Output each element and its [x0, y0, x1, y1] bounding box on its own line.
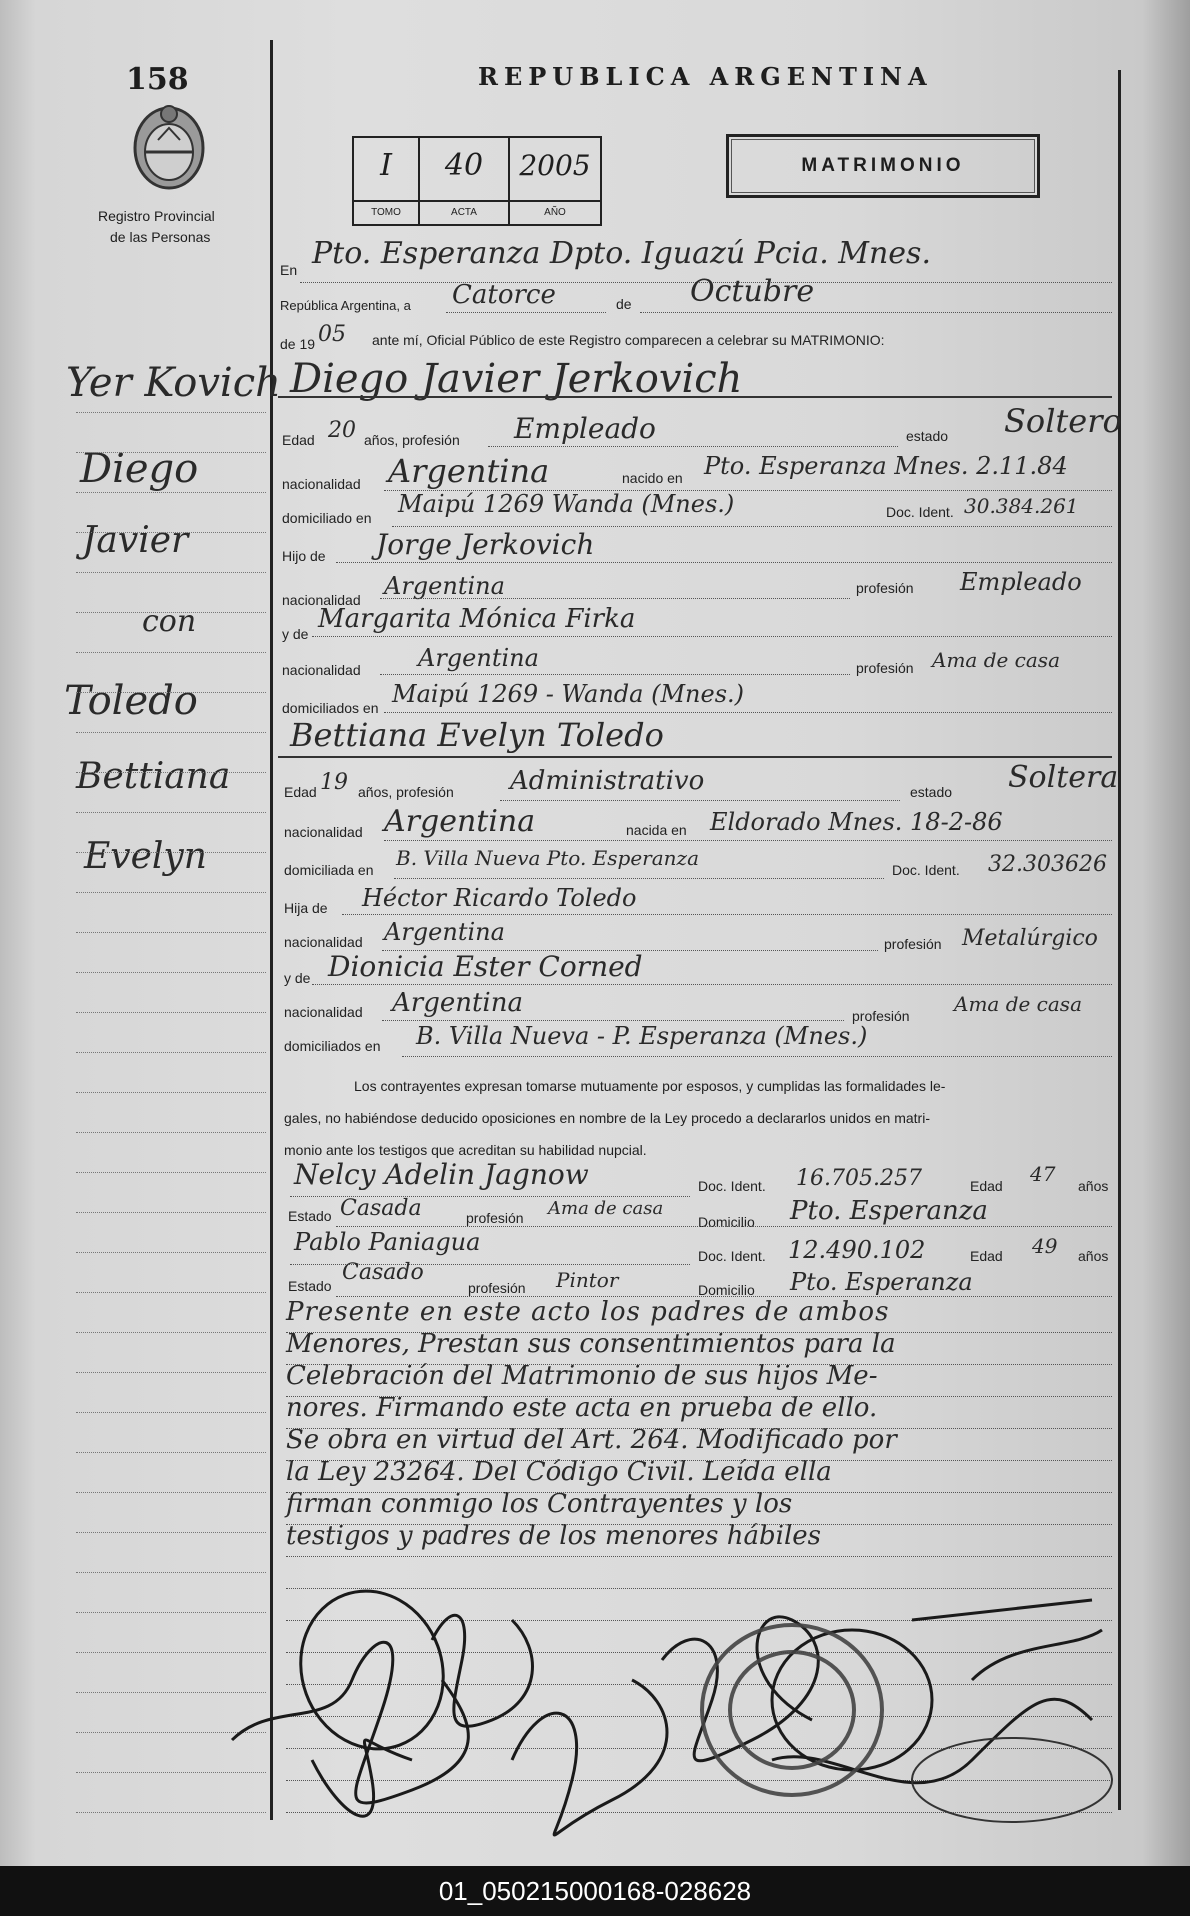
margin-ruled-line — [76, 1452, 266, 1453]
bride-nacionalidad: Argentina — [384, 804, 536, 839]
groom-mother-prof-label: profesión — [856, 660, 914, 676]
groom-nacido: Pto. Esperanza Mnes. 2.11.84 — [704, 452, 1068, 480]
note-line-6: la Ley 23264. Del Código Civil. Leída ella — [286, 1457, 832, 1487]
bride-profesion: Administrativo — [510, 766, 705, 796]
margin-note-surname2: Toledo — [64, 678, 198, 724]
groom-profesion: Empleado — [514, 412, 656, 445]
notes-ruled-line — [286, 1492, 1112, 1493]
margin-ruled-line — [76, 532, 266, 533]
witness2-edad: 49 — [1032, 1234, 1058, 1258]
tomo-label: TOMO — [354, 200, 418, 224]
margin-ruled-line — [76, 1492, 266, 1493]
day-value: Catorce — [452, 280, 556, 310]
bride-father-prof: Metalúrgico — [962, 926, 1098, 951]
witness2-dom-label: Domicilio — [698, 1282, 755, 1298]
witness1-doc: 16.705.257 — [796, 1166, 922, 1191]
bride-dom-line — [394, 878, 884, 879]
groom-profesion-line — [488, 446, 898, 447]
groom-estado: Soltero — [1004, 402, 1122, 440]
bride-profesion-label: años, profesión — [358, 784, 454, 800]
groom-estado-label: estado — [906, 428, 949, 444]
groom-name: Diego Javier Jerkovich — [290, 356, 743, 402]
bride-father: Héctor Ricardo Toledo — [362, 884, 637, 912]
witness1-domicilio: Pto. Esperanza — [790, 1196, 988, 1226]
note-line-4: nores. Firmando este acta en prueba de ello. — [286, 1393, 878, 1423]
month-value: Octubre — [690, 274, 815, 309]
groom-nacionalidad: Argentina — [388, 452, 550, 490]
bride-doc: 32.303626 — [988, 852, 1107, 877]
year-prefix: de 19 — [280, 336, 316, 352]
witness2-doc-label: Doc. Ident. — [698, 1248, 766, 1264]
witness2-doc: 12.490.102 — [788, 1236, 926, 1264]
notes-ruled-line — [286, 1428, 1112, 1429]
bride-doc-label: Doc. Ident. — [892, 862, 960, 878]
official-stamp — [702, 1625, 882, 1795]
witness1-edad-label: Edad — [970, 1178, 1003, 1194]
bride-estado: Soltera — [1008, 760, 1119, 795]
bride-nacida: Eldorado Mnes. 18-2-86 — [710, 808, 1003, 836]
margin-ruled-line — [76, 892, 266, 893]
signatures-area — [212, 1560, 1122, 1850]
handwritten-notes — [286, 1296, 1116, 1552]
witness1-estado: Casada — [340, 1196, 422, 1221]
signature-3 — [662, 1600, 1102, 1783]
margin-ruled-line — [76, 1132, 266, 1133]
groom-mother-prof: Ama de casa — [932, 648, 1060, 672]
margin-note-surname: Yer Kovich — [66, 360, 281, 406]
groom-dom-line — [392, 526, 1112, 527]
witness1-anos: años — [1078, 1178, 1109, 1194]
groom-profesion-label: años, profesión — [364, 432, 460, 448]
witness2-profesion: Pintor — [556, 1268, 619, 1292]
margin-ruled-line — [76, 932, 266, 933]
groom-dom-label: domiciliado en — [282, 510, 372, 526]
margin-ruled-line — [76, 1092, 266, 1093]
declaration-line-1: Los contrayentes expresan tomarse mutuamente por esposos, y cumplidas las formalidades le- — [354, 1078, 946, 1094]
witness1-prof-label: profesión — [466, 1210, 524, 1226]
bride-nacida-label: nacida en — [626, 822, 687, 838]
bride-name: Bettiana Evelyn Toledo — [290, 716, 664, 754]
bride-mother-label: y de — [284, 970, 311, 986]
witness2-edad-label: Edad — [970, 1248, 1003, 1264]
country-title: REPUBLICA ARGENTINA — [478, 62, 933, 91]
witness1-dom-label: Domicilio — [698, 1214, 755, 1230]
witness1-name: Nelcy Adelin Jagnow — [294, 1158, 589, 1191]
bride-father-label: Hija de — [284, 900, 328, 916]
acta-value: 40 — [444, 148, 484, 183]
republica-label: República Argentina, a — [280, 298, 411, 313]
bride-nac-line — [384, 840, 1112, 841]
notes-ruled-line — [286, 1332, 1112, 1333]
groom-doc-label: Doc. Ident. — [886, 504, 954, 520]
note-line-8: testigos y padres de los menores hábiles — [286, 1521, 821, 1551]
groom-domicilio: Maipú 1269 Wanda (Mnes.) — [398, 490, 735, 518]
margin-ruled-line — [76, 1372, 266, 1373]
acta-label: ACTA — [420, 200, 508, 224]
bride-dom-label: domiciliada en — [284, 862, 374, 878]
witness2-estado: Casado — [342, 1260, 424, 1285]
groom-nac-label: nacionalidad — [282, 476, 361, 492]
notes-ruled-line — [286, 1460, 1112, 1461]
witness1-doc-label: Doc. Ident. — [698, 1178, 766, 1194]
note-line-2: Menores, Prestan sus consentimientos para la — [286, 1329, 896, 1359]
bride-father-prof-label: profesión — [884, 936, 942, 952]
margin-ruled-line — [76, 1332, 266, 1333]
en-label: En — [280, 262, 298, 278]
day-line — [446, 312, 606, 313]
left-margin-rule — [270, 40, 273, 1820]
margin-ruled-line — [76, 412, 266, 413]
coat-of-arms-seal — [128, 100, 210, 192]
tomo-cell — [354, 138, 420, 224]
bride-estado-label: estado — [910, 784, 953, 800]
bride-parents-dom-label: domiciliados en — [284, 1038, 381, 1054]
notes-ruled-line — [286, 1556, 1112, 1557]
margin-ruled-line — [76, 972, 266, 973]
witness2-domicilio: Pto. Esperanza — [790, 1268, 973, 1296]
margin-ruled-line — [76, 812, 266, 813]
witness2-prof-label: profesión — [468, 1280, 526, 1296]
margin-note-name3: Bettiana — [76, 756, 231, 797]
right-margin-rule — [1118, 70, 1121, 1810]
bride-mother-nac: Argentina — [392, 988, 523, 1018]
registry-name-line1: Registro Provincial — [98, 208, 215, 224]
bride-edad: 19 — [320, 770, 348, 795]
bride-mother-prof-label: profesión — [852, 1008, 910, 1024]
bride-mother: Dionicia Ester Corned — [328, 950, 643, 983]
groom-mother-nac-line — [380, 674, 850, 675]
groom-edad-label: Edad — [282, 432, 315, 448]
groom-father: Jorge Jerkovich — [376, 528, 595, 561]
tomo-value: I — [380, 148, 392, 183]
registry-name-line2: de las Personas — [110, 229, 211, 245]
ante-text: ante mí, Oficial Público de este Registro comparecen a celebrar su MATRIMONIO: — [372, 332, 885, 348]
notes-ruled-line — [286, 1396, 1112, 1397]
margin-ruled-line — [76, 1412, 266, 1413]
groom-father-prof: Empleado — [960, 568, 1082, 596]
margin-ruled-line — [76, 572, 266, 573]
margin-ruled-line — [76, 652, 266, 653]
margin-ruled-line — [76, 692, 266, 693]
tomo-acta-ano-box — [352, 136, 602, 226]
signature-1 — [232, 1571, 468, 1816]
en-value: Pto. Esperanza Dpto. Iguazú Pcia. Mnes. — [312, 236, 931, 271]
witness2-name: Pablo Paniagua — [294, 1228, 481, 1256]
margin-ruled-line — [76, 1012, 266, 1013]
bride-father-line — [342, 914, 1112, 915]
bride-domicilio: B. Villa Nueva Pto. Esperanza — [396, 846, 699, 870]
bride-profesion-line — [500, 800, 900, 801]
witness2-estado-label: Estado — [288, 1278, 332, 1294]
bride-parents-dom: B. Villa Nueva - P. Esperanza (Mnes.) — [416, 1022, 868, 1050]
margin-note-name4: Evelyn — [84, 836, 207, 877]
bride-mother-nac-line — [382, 1020, 844, 1021]
signature-2 — [432, 1615, 667, 1835]
year-value: 05 — [318, 322, 346, 347]
page-number: 158 — [126, 62, 189, 97]
margin-note-name1: Diego — [80, 446, 199, 492]
de-label: de — [616, 296, 632, 312]
note-line-1: Presente en este acto los padres de ambos — [286, 1297, 890, 1327]
margin-note-name2: Javier — [82, 520, 189, 561]
groom-father-prof-label: profesión — [856, 580, 914, 596]
month-line — [640, 312, 1112, 313]
bride-father-nac: Argentina — [384, 918, 505, 946]
groom-father-nac-label: nacionalidad — [282, 592, 361, 608]
groom-parents-dom-line — [384, 712, 1112, 713]
margin-ruled-line — [76, 772, 266, 773]
witness2-anos: años — [1078, 1248, 1109, 1264]
bride-mother-nac-label: nacionalidad — [284, 1004, 363, 1020]
margin-ruled-line — [76, 1252, 266, 1253]
notes-ruled-line — [286, 1364, 1112, 1365]
ano-cell — [510, 138, 600, 224]
note-line-5: Se obra en virtud del Art. 264. Modificado por — [286, 1425, 897, 1455]
margin-ruled-line — [76, 1532, 266, 1533]
groom-mother: Margarita Mónica Firka — [318, 604, 636, 634]
act-type-label: MATRIMONIO — [801, 155, 965, 176]
groom-doc: 30.384.261 — [964, 494, 1079, 518]
bride-edad-label: Edad — [284, 784, 317, 800]
ano-label: AÑO — [510, 200, 600, 224]
bride-mother-prof: Ama de casa — [954, 992, 1082, 1016]
groom-father-line — [336, 562, 1112, 563]
groom-father-nac: Argentina — [384, 572, 505, 600]
groom-mother-nac-label: nacionalidad — [282, 662, 361, 678]
margin-ruled-line — [76, 452, 266, 453]
groom-mother-nac: Argentina — [418, 644, 539, 672]
margin-ruled-line — [76, 1172, 266, 1173]
margin-ruled-line — [76, 852, 266, 853]
bride-mother-line — [312, 984, 1112, 985]
image-caption: 01_050215000168-028628 — [0, 1866, 1190, 1916]
witness1-edad: 47 — [1030, 1162, 1056, 1186]
groom-father-label: Hijo de — [282, 548, 326, 564]
ano-value: 2005 — [519, 149, 591, 182]
declaration-line-3: monio ante los testigos que acreditan su habilidad nupcial. — [284, 1142, 647, 1158]
bride-name-line — [278, 756, 1112, 758]
bride-parents-dom-line — [402, 1056, 1112, 1057]
groom-father-nac-line — [380, 598, 850, 599]
groom-name-line — [278, 396, 1112, 398]
notes-ruled-line — [286, 1524, 1112, 1525]
margin-ruled-line — [76, 1052, 266, 1053]
margin-ruled-line — [76, 612, 266, 613]
acta-cell — [420, 138, 510, 224]
declaration-text — [284, 1070, 1114, 1166]
margin-ruled-line — [76, 492, 266, 493]
note-line-7: firman conmigo los Contrayentes y los — [286, 1489, 793, 1519]
note-line-3: Celebración del Matrimonio de sus hijos Me- — [286, 1361, 878, 1391]
groom-parents-dom: Maipú 1269 - Wanda (Mnes.) — [392, 680, 745, 708]
groom-mother-label: y de — [282, 626, 309, 642]
groom-parents-dom-label: domiciliados en — [282, 700, 379, 716]
witness1-profesion: Ama de casa — [548, 1198, 664, 1219]
witness1-estado-label: Estado — [288, 1208, 332, 1224]
margin-ruled-line — [76, 1292, 266, 1293]
bride-nac-label: nacionalidad — [284, 824, 363, 840]
act-type-box — [726, 134, 1040, 198]
margin-ruled-line — [76, 732, 266, 733]
margin-ruled-line — [76, 1212, 266, 1213]
groom-mother-line — [312, 636, 1112, 637]
declaration-line-2: gales, no habiéndose deducido oposiciones en nombre de la Ley procedo a declararlos unidos en matri- — [284, 1110, 930, 1126]
margin-note-con: con — [142, 604, 197, 639]
groom-edad: 20 — [328, 418, 356, 443]
witness1-estado-line — [336, 1226, 1112, 1227]
bride-father-nac-label: nacionalidad — [284, 934, 363, 950]
groom-nacido-label: nacido en — [622, 470, 683, 486]
